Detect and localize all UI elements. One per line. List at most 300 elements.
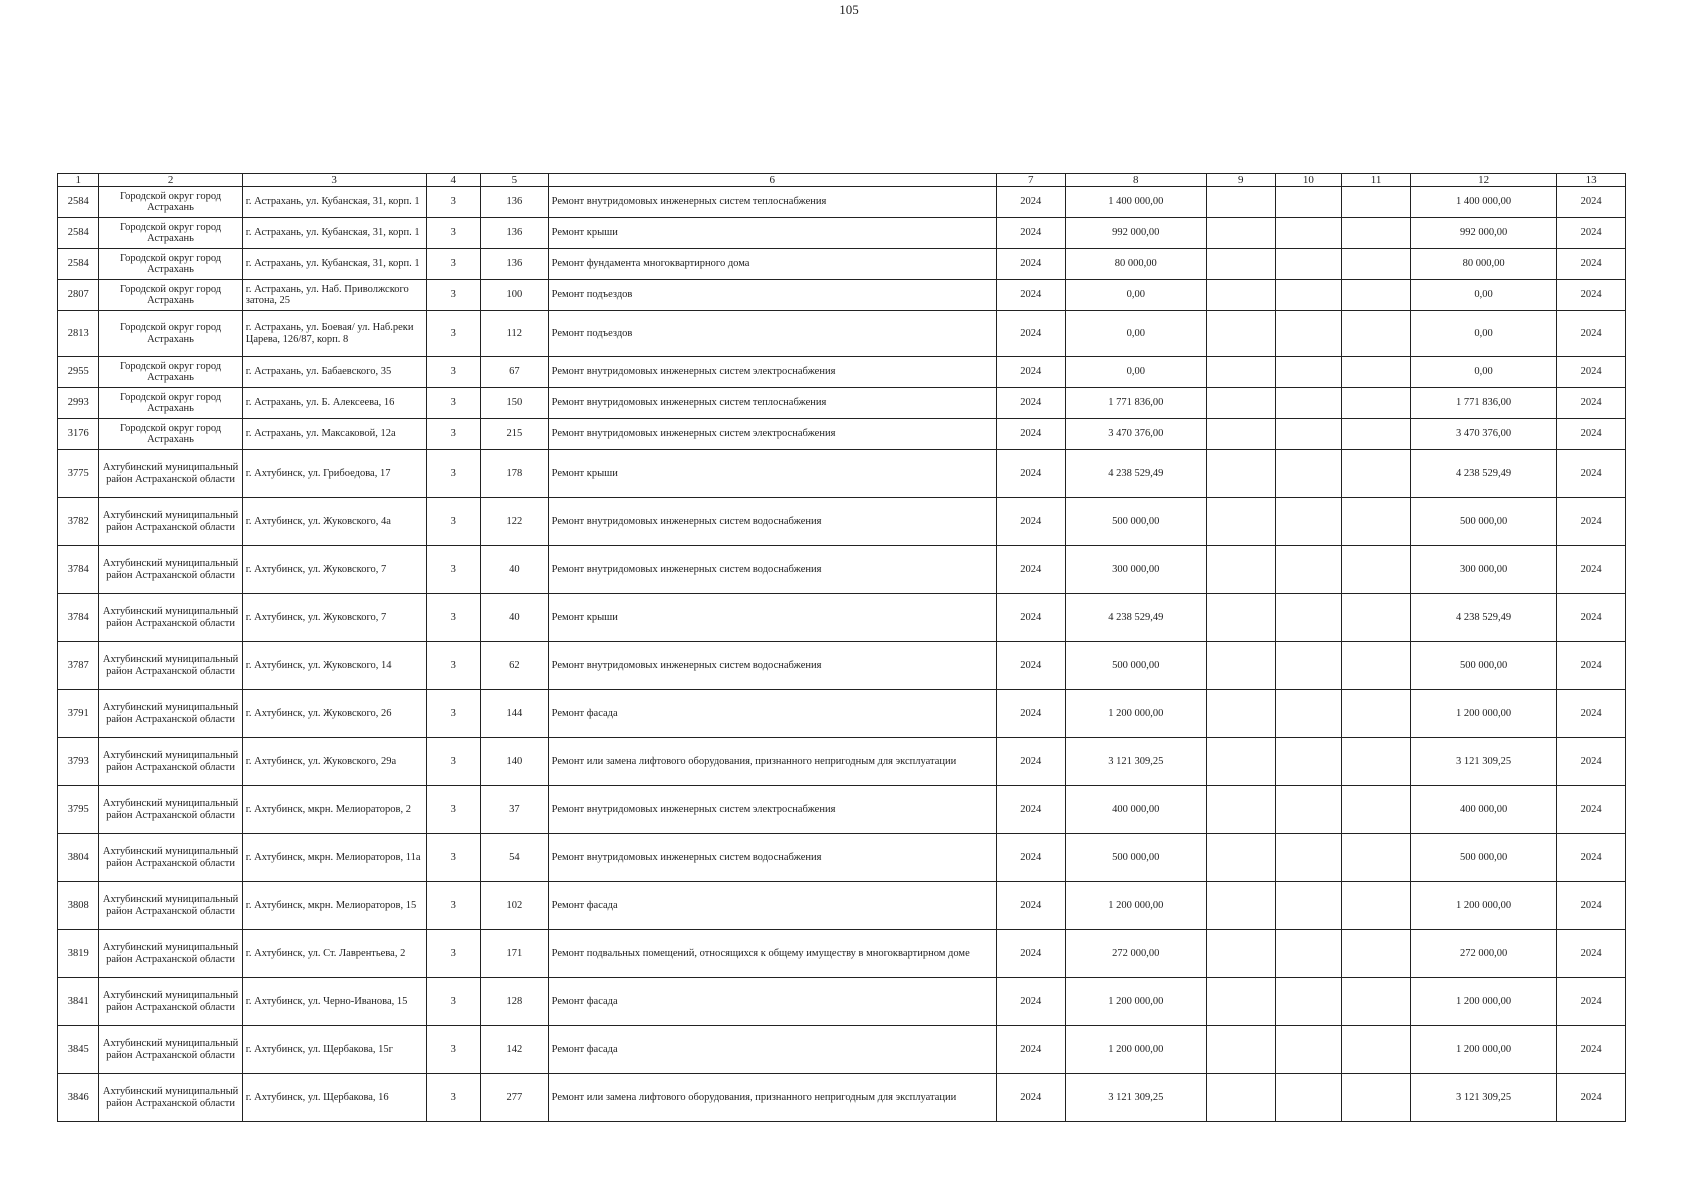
work-type-cell: Ремонт внутридомовых инженерных систем электроснабжения [548,357,996,388]
col11-cell [1342,498,1411,546]
col11-cell [1342,978,1411,1026]
municipality-cell: Городской округ город Астрахань [99,419,242,450]
col11-cell [1342,786,1411,834]
col10-cell [1275,642,1342,690]
cost-cell: 1 200 000,00 [1065,690,1206,738]
col11-cell [1342,594,1411,642]
row-id-cell: 3808 [58,882,99,930]
address-cell: г. Ахтубинск, ул. Жуковского, 29а [242,738,426,786]
col10-cell [1275,978,1342,1026]
table-row [58,642,1626,690]
row-id-cell: 2807 [58,280,99,311]
work-type-cell: Ремонт внутридомовых инженерных систем водоснабжения [548,498,996,546]
col9-cell [1206,187,1275,218]
address-cell: г. Ахтубинск, ул. Щербакова, 15г [242,1026,426,1074]
col9-cell [1206,357,1275,388]
total-cost-cell: 272 000,00 [1410,930,1556,978]
col11-cell [1342,388,1411,419]
col5-cell: 136 [481,187,549,218]
col5-cell: 140 [481,738,549,786]
col4-cell: 3 [426,450,481,498]
deadline-year-cell: 2024 [1557,388,1626,419]
column-header: 5 [481,174,549,187]
table-row [58,834,1626,882]
col11-cell [1342,690,1411,738]
row-id-cell: 2584 [58,249,99,280]
column-header: 11 [1342,174,1411,187]
col9-cell [1206,1074,1275,1122]
col9-cell [1206,882,1275,930]
col9-cell [1206,930,1275,978]
municipality-cell: Ахтубинский муниципальный район Астраханской области [99,690,242,738]
address-cell: г. Астрахань, ул. Наб. Приволжского затона, 25 [242,280,426,311]
deadline-year-cell: 2024 [1557,419,1626,450]
col5-cell: 142 [481,1026,549,1074]
year-cell: 2024 [996,978,1065,1026]
table-row [58,357,1626,388]
municipality-cell: Ахтубинский муниципальный район Астраханской области [99,450,242,498]
deadline-year-cell: 2024 [1557,498,1626,546]
col5-cell: 178 [481,450,549,498]
col10-cell [1275,249,1342,280]
municipality-cell: Ахтубинский муниципальный район Астраханской области [99,978,242,1026]
col4-cell: 3 [426,690,481,738]
total-cost-cell: 1 200 000,00 [1410,978,1556,1026]
col5-cell: 136 [481,218,549,249]
col4-cell: 3 [426,594,481,642]
col4-cell: 3 [426,834,481,882]
municipality-cell: Ахтубинский муниципальный район Астраханской области [99,834,242,882]
col9-cell [1206,594,1275,642]
col11-cell [1342,546,1411,594]
year-cell: 2024 [996,1074,1065,1122]
col9-cell [1206,738,1275,786]
row-id-cell: 3846 [58,1074,99,1122]
table-row [58,882,1626,930]
address-cell: г. Ахтубинск, мкрн. Мелиораторов, 11а [242,834,426,882]
total-cost-cell: 300 000,00 [1410,546,1556,594]
row-id-cell: 2584 [58,218,99,249]
cost-cell: 1 771 836,00 [1065,388,1206,419]
page-number: 105 [839,2,859,17]
municipality-cell: Ахтубинский муниципальный район Астраханской области [99,1026,242,1074]
year-cell: 2024 [996,419,1065,450]
col11-cell [1342,357,1411,388]
cost-cell: 400 000,00 [1065,786,1206,834]
col9-cell [1206,218,1275,249]
col9-cell [1206,249,1275,280]
col10-cell [1275,311,1342,357]
row-id-cell: 3804 [58,834,99,882]
table-row [58,978,1626,1026]
col10-cell [1275,419,1342,450]
col9-cell [1206,642,1275,690]
col5-cell: 144 [481,690,549,738]
cost-cell: 0,00 [1065,280,1206,311]
year-cell: 2024 [996,280,1065,311]
year-cell: 2024 [996,388,1065,419]
address-cell: г. Астрахань, ул. Бабаевского, 35 [242,357,426,388]
municipality-cell: Ахтубинский муниципальный район Астраханской области [99,546,242,594]
col9-cell [1206,419,1275,450]
year-cell: 2024 [996,738,1065,786]
cost-cell: 80 000,00 [1065,249,1206,280]
address-cell: г. Астрахань, ул. Кубанская, 31, корп. 1 [242,187,426,218]
address-cell: г. Ахтубинск, ул. Грибоедова, 17 [242,450,426,498]
column-header: 2 [99,174,242,187]
row-id-cell: 2955 [58,357,99,388]
column-header: 6 [548,174,996,187]
col11-cell [1342,311,1411,357]
column-header: 3 [242,174,426,187]
deadline-year-cell: 2024 [1557,218,1626,249]
col9-cell [1206,388,1275,419]
cost-cell: 0,00 [1065,357,1206,388]
total-cost-cell: 1 771 836,00 [1410,388,1556,419]
municipality-cell: Городской округ город Астрахань [99,249,242,280]
col10-cell [1275,690,1342,738]
cost-cell: 3 470 376,00 [1065,419,1206,450]
col5-cell: 40 [481,546,549,594]
col10-cell [1275,738,1342,786]
col10-cell [1275,882,1342,930]
cost-cell: 992 000,00 [1065,218,1206,249]
col4-cell: 3 [426,642,481,690]
year-cell: 2024 [996,690,1065,738]
capital-repair-table [57,173,1626,1122]
work-type-cell: Ремонт подъездов [548,311,996,357]
col4-cell: 3 [426,419,481,450]
col9-cell [1206,280,1275,311]
col9-cell [1206,311,1275,357]
table-body [58,187,1626,1122]
col4-cell: 3 [426,249,481,280]
cost-cell: 500 000,00 [1065,498,1206,546]
address-cell: г. Ахтубинск, мкрн. Мелиораторов, 15 [242,882,426,930]
row-id-cell: 3795 [58,786,99,834]
col5-cell: 136 [481,249,549,280]
row-id-cell: 3793 [58,738,99,786]
year-cell: 2024 [996,498,1065,546]
col5-cell: 215 [481,419,549,450]
col4-cell: 3 [426,1026,481,1074]
col4-cell: 3 [426,218,481,249]
column-header: 8 [1065,174,1206,187]
work-type-cell: Ремонт крыши [548,594,996,642]
total-cost-cell: 4 238 529,49 [1410,450,1556,498]
deadline-year-cell: 2024 [1557,834,1626,882]
col10-cell [1275,1026,1342,1074]
table-row [58,1074,1626,1122]
column-header: 1 [58,174,99,187]
work-type-cell: Ремонт или замена лифтового оборудования, признанного непригодным для эксплуатации [548,738,996,786]
col10-cell [1275,450,1342,498]
col11-cell [1342,218,1411,249]
column-header: 10 [1275,174,1342,187]
col11-cell [1342,930,1411,978]
municipality-cell: Городской округ город Астрахань [99,311,242,357]
col9-cell [1206,1026,1275,1074]
total-cost-cell: 3 121 309,25 [1410,1074,1556,1122]
col5-cell: 54 [481,834,549,882]
deadline-year-cell: 2024 [1557,930,1626,978]
row-id-cell: 3784 [58,546,99,594]
work-type-cell: Ремонт фасада [548,978,996,1026]
year-cell: 2024 [996,187,1065,218]
row-id-cell: 3845 [58,1026,99,1074]
col5-cell: 67 [481,357,549,388]
row-id-cell: 3841 [58,978,99,1026]
table-row [58,280,1626,311]
col5-cell: 150 [481,388,549,419]
col4-cell: 3 [426,498,481,546]
col11-cell [1342,882,1411,930]
total-cost-cell: 4 238 529,49 [1410,594,1556,642]
cost-cell: 500 000,00 [1065,834,1206,882]
table-row [58,419,1626,450]
col4-cell: 3 [426,882,481,930]
total-cost-cell: 1 200 000,00 [1410,690,1556,738]
total-cost-cell: 0,00 [1410,311,1556,357]
deadline-year-cell: 2024 [1557,978,1626,1026]
col5-cell: 100 [481,280,549,311]
col10-cell [1275,357,1342,388]
col4-cell: 3 [426,786,481,834]
year-cell: 2024 [996,311,1065,357]
deadline-year-cell: 2024 [1557,187,1626,218]
address-cell: г. Астрахань, ул. Кубанская, 31, корп. 1 [242,218,426,249]
col5-cell: 112 [481,311,549,357]
year-cell: 2024 [996,930,1065,978]
cost-cell: 272 000,00 [1065,930,1206,978]
address-cell: г. Астрахань, ул. Б. Алексеева, 16 [242,388,426,419]
col5-cell: 277 [481,1074,549,1122]
column-number-row [58,174,1626,187]
col5-cell: 37 [481,786,549,834]
col5-cell: 102 [481,882,549,930]
work-type-cell: Ремонт фасада [548,882,996,930]
cost-cell: 4 238 529,49 [1065,450,1206,498]
col5-cell: 122 [481,498,549,546]
deadline-year-cell: 2024 [1557,546,1626,594]
address-cell: г. Ахтубинск, ул. Жуковского, 4а [242,498,426,546]
col10-cell [1275,1074,1342,1122]
row-id-cell: 2993 [58,388,99,419]
col11-cell [1342,280,1411,311]
deadline-year-cell: 2024 [1557,690,1626,738]
address-cell: г. Ахтубинск, ул. Щербакова, 16 [242,1074,426,1122]
table-row [58,218,1626,249]
col4-cell: 3 [426,738,481,786]
deadline-year-cell: 2024 [1557,450,1626,498]
col5-cell: 171 [481,930,549,978]
work-type-cell: Ремонт подъездов [548,280,996,311]
col10-cell [1275,546,1342,594]
col4-cell: 3 [426,546,481,594]
municipality-cell: Ахтубинский муниципальный район Астраханской области [99,594,242,642]
municipality-cell: Ахтубинский муниципальный район Астраханской области [99,930,242,978]
year-cell: 2024 [996,249,1065,280]
year-cell: 2024 [996,450,1065,498]
address-cell: г. Ахтубинск, ул. Черно-Иванова, 15 [242,978,426,1026]
col4-cell: 3 [426,357,481,388]
address-cell: г. Астрахань, ул. Боевая/ ул. Наб.реки Царева, 126/87, корп. 8 [242,311,426,357]
col10-cell [1275,594,1342,642]
row-id-cell: 3782 [58,498,99,546]
col10-cell [1275,786,1342,834]
row-id-cell: 3176 [58,419,99,450]
deadline-year-cell: 2024 [1557,786,1626,834]
work-type-cell: Ремонт фасада [548,1026,996,1074]
table-row [58,311,1626,357]
deadline-year-cell: 2024 [1557,642,1626,690]
total-cost-cell: 400 000,00 [1410,786,1556,834]
municipality-cell: Городской округ город Астрахань [99,218,242,249]
municipality-cell: Ахтубинский муниципальный район Астраханской области [99,738,242,786]
work-type-cell: Ремонт крыши [548,218,996,249]
table-row [58,187,1626,218]
table-row [58,388,1626,419]
row-id-cell: 3791 [58,690,99,738]
cost-cell: 3 121 309,25 [1065,1074,1206,1122]
col10-cell [1275,498,1342,546]
col11-cell [1342,419,1411,450]
col9-cell [1206,834,1275,882]
table-row [58,1026,1626,1074]
work-type-cell: Ремонт или замена лифтового оборудования, признанного непригодным для эксплуатации [548,1074,996,1122]
municipality-cell: Ахтубинский муниципальный район Астраханской области [99,1074,242,1122]
column-header: 7 [996,174,1065,187]
total-cost-cell: 3 470 376,00 [1410,419,1556,450]
col5-cell: 40 [481,594,549,642]
address-cell: г. Ахтубинск, ул. Жуковского, 26 [242,690,426,738]
cost-cell: 1 200 000,00 [1065,978,1206,1026]
total-cost-cell: 1 200 000,00 [1410,882,1556,930]
deadline-year-cell: 2024 [1557,882,1626,930]
address-cell: г. Ахтубинск, мкрн. Мелиораторов, 2 [242,786,426,834]
col9-cell [1206,450,1275,498]
col9-cell [1206,978,1275,1026]
cost-cell: 0,00 [1065,311,1206,357]
year-cell: 2024 [996,786,1065,834]
year-cell: 2024 [996,642,1065,690]
table-row [58,249,1626,280]
total-cost-cell: 992 000,00 [1410,218,1556,249]
deadline-year-cell: 2024 [1557,1074,1626,1122]
table-row [58,498,1626,546]
row-id-cell: 3787 [58,642,99,690]
column-header: 9 [1206,174,1275,187]
address-cell: г. Астрахань, ул. Кубанская, 31, корп. 1 [242,249,426,280]
total-cost-cell: 500 000,00 [1410,642,1556,690]
deadline-year-cell: 2024 [1557,1026,1626,1074]
work-type-cell: Ремонт фундамента многоквартирного дома [548,249,996,280]
year-cell: 2024 [996,882,1065,930]
work-type-cell: Ремонт внутридомовых инженерных систем электроснабжения [548,419,996,450]
col11-cell [1342,450,1411,498]
year-cell: 2024 [996,357,1065,388]
table-row [58,690,1626,738]
col11-cell [1342,249,1411,280]
col4-cell: 3 [426,388,481,419]
work-type-cell: Ремонт внутридомовых инженерных систем теплоснабжения [548,388,996,419]
col10-cell [1275,280,1342,311]
year-cell: 2024 [996,1026,1065,1074]
col11-cell [1342,642,1411,690]
column-header: 4 [426,174,481,187]
work-type-cell: Ремонт внутридомовых инженерных систем водоснабжения [548,642,996,690]
municipality-cell: Городской округ город Астрахань [99,187,242,218]
work-type-cell: Ремонт внутридомовых инженерных систем теплоснабжения [548,187,996,218]
col11-cell [1342,1074,1411,1122]
col10-cell [1275,388,1342,419]
col10-cell [1275,187,1342,218]
col9-cell [1206,786,1275,834]
col4-cell: 3 [426,978,481,1026]
deadline-year-cell: 2024 [1557,357,1626,388]
row-id-cell: 3775 [58,450,99,498]
col10-cell [1275,218,1342,249]
municipality-cell: Городской округ город Астрахань [99,388,242,419]
municipality-cell: Ахтубинский муниципальный район Астраханской области [99,498,242,546]
cost-cell: 1 400 000,00 [1065,187,1206,218]
col5-cell: 62 [481,642,549,690]
col5-cell: 128 [481,978,549,1026]
total-cost-cell: 0,00 [1410,357,1556,388]
work-type-cell: Ремонт внутридомовых инженерных систем электроснабжения [548,786,996,834]
table-row [58,930,1626,978]
cost-cell: 500 000,00 [1065,642,1206,690]
row-id-cell: 2584 [58,187,99,218]
total-cost-cell: 1 400 000,00 [1410,187,1556,218]
year-cell: 2024 [996,594,1065,642]
deadline-year-cell: 2024 [1557,738,1626,786]
work-type-cell: Ремонт внутридомовых инженерных систем водоснабжения [548,546,996,594]
col4-cell: 3 [426,1074,481,1122]
address-cell: г. Ахтубинск, ул. Жуковского, 7 [242,594,426,642]
municipality-cell: Ахтубинский муниципальный район Астраханской области [99,882,242,930]
col4-cell: 3 [426,280,481,311]
cost-cell: 4 238 529,49 [1065,594,1206,642]
table-row [58,594,1626,642]
col9-cell [1206,546,1275,594]
row-id-cell: 3784 [58,594,99,642]
address-cell: г. Ахтубинск, ул. Жуковского, 7 [242,546,426,594]
table-row [58,786,1626,834]
municipality-cell: Ахтубинский муниципальный район Астраханской области [99,642,242,690]
table-row [58,738,1626,786]
municipality-cell: Городской округ город Астрахань [99,357,242,388]
col4-cell: 3 [426,187,481,218]
cost-cell: 300 000,00 [1065,546,1206,594]
cost-cell: 3 121 309,25 [1065,738,1206,786]
total-cost-cell: 3 121 309,25 [1410,738,1556,786]
year-cell: 2024 [996,834,1065,882]
address-cell: г. Ахтубинск, ул. Жуковского, 14 [242,642,426,690]
col11-cell [1342,1026,1411,1074]
col4-cell: 3 [426,311,481,357]
work-type-cell: Ремонт внутридомовых инженерных систем водоснабжения [548,834,996,882]
year-cell: 2024 [996,546,1065,594]
work-type-cell: Ремонт крыши [548,450,996,498]
col10-cell [1275,834,1342,882]
address-cell: г. Астрахань, ул. Максаковой, 12а [242,419,426,450]
municipality-cell: Ахтубинский муниципальный район Астраханской области [99,786,242,834]
total-cost-cell: 80 000,00 [1410,249,1556,280]
column-header: 12 [1410,174,1556,187]
deadline-year-cell: 2024 [1557,311,1626,357]
cost-cell: 1 200 000,00 [1065,882,1206,930]
